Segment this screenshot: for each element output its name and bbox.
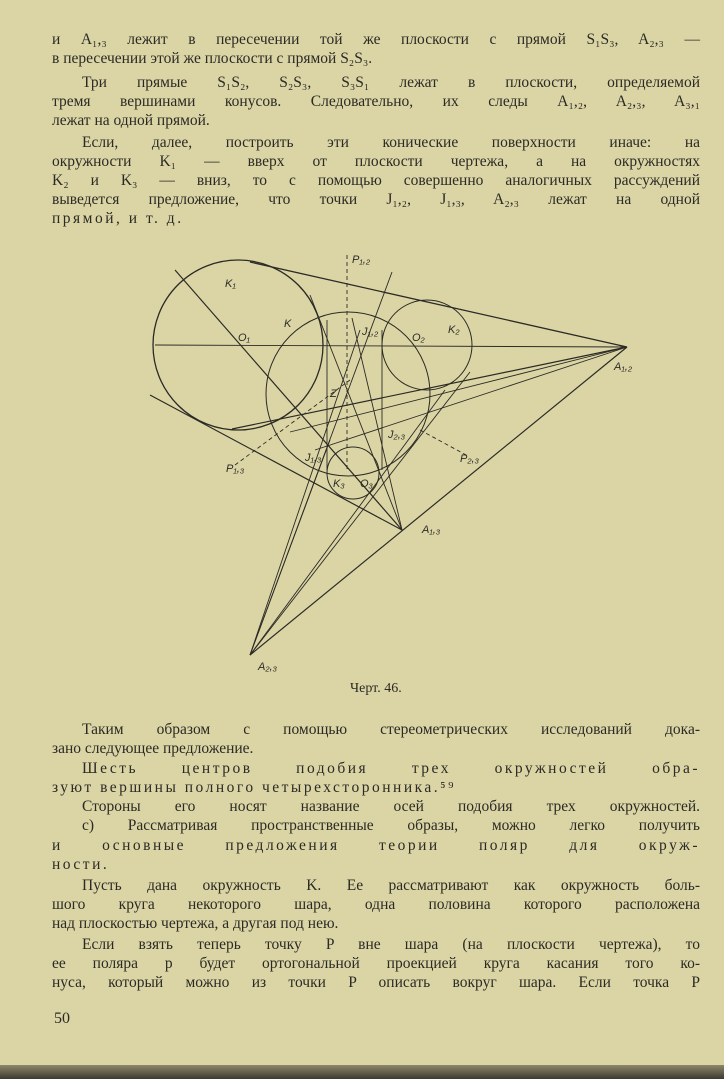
page-number: 50 bbox=[54, 1010, 70, 1027]
text-line: окружности K₁ — вверх от плоскости чертежа, а на окружностях bbox=[52, 153, 700, 170]
label-a23: A₂,₃ bbox=[258, 661, 277, 673]
text-line: Шесть центров подобия трех окружностей обра- bbox=[82, 760, 700, 777]
label-p12: P₁,₂ bbox=[352, 254, 371, 266]
figure-labels bbox=[225, 254, 633, 673]
text-line: в пересечении этой же плоскости с прямой S₂S₃. bbox=[52, 50, 373, 67]
label-k2: K₂ bbox=[448, 324, 460, 336]
text-line: K₂ и K₃ — вниз, то с помощью совершенно аналогичных рассуждений bbox=[52, 172, 700, 189]
text-line: тремя вершинами конусов. Следовательно, их следы A₁,₂, A₂,₃, A₃,₁ bbox=[52, 93, 700, 110]
text-line: и A₁,₃ лежит в пересечении той же плоскости с прямой S₁S₃, A₂,₃ — bbox=[52, 31, 700, 48]
text-line: прямой, и т. д. bbox=[52, 210, 184, 227]
text-line: Таким образом с помощью стереометрических исследований дока- bbox=[82, 721, 700, 738]
figure-caption: Черт. 46. bbox=[350, 681, 402, 696]
label-a12: A₁,₂ bbox=[614, 361, 633, 373]
label-k3: K₃ bbox=[333, 478, 345, 490]
text-line: c) Рассматривая пространственные образы, можно легко получить bbox=[82, 817, 700, 834]
circle-k2 bbox=[382, 300, 472, 390]
text-line: ности. bbox=[52, 856, 110, 873]
label-p23: P₂,₃ bbox=[460, 453, 479, 465]
label-j23: J₂,₃ bbox=[388, 429, 406, 441]
text-line: выведется предложение, что точки J₁,₂, J₁,₃, A₂,₃ лежат на одной bbox=[52, 191, 700, 208]
text-line: зано следующее предложение. bbox=[52, 740, 254, 757]
text-line: шого круга некоторого шара, одна половина которого расположена bbox=[52, 896, 700, 913]
text-line: ее поляра p будет ортогональной проекцией круга касания того ко- bbox=[52, 955, 700, 972]
text-line: Если взять теперь точку P вне шара (на плоскости чертежа), то bbox=[82, 936, 700, 953]
text-line: и основные предложения теории поляр для окруж- bbox=[52, 837, 700, 854]
text-line: Три прямые S₁S₂, S₂S₃, S₃S₁ лежат в плоскости, определяемой bbox=[82, 74, 700, 91]
label-k1: K₁ bbox=[225, 278, 236, 290]
label-o2: O₂ bbox=[412, 332, 425, 344]
label-o3: O₃ bbox=[360, 478, 373, 490]
label-j12: J₁,₂ bbox=[362, 326, 379, 338]
label-a13: A₁,₃ bbox=[422, 524, 441, 536]
circle-k bbox=[266, 312, 430, 476]
text-line: над плоскостью чертежа, а другая под нею. bbox=[52, 915, 339, 932]
label-p13: P₁,₃ bbox=[226, 463, 245, 475]
label-k: K bbox=[284, 318, 292, 330]
text-line: зуют вершины полного четырехсторонника.⁵⁹ bbox=[52, 779, 456, 796]
label-z: Z bbox=[330, 388, 337, 400]
text-line: Пусть дана окружность K. Ее рассматривают как окружность боль- bbox=[82, 877, 700, 894]
label-j13: J₁,₃ bbox=[305, 452, 322, 464]
text-line: Стороны его носят название осей подобия трех окружностей. bbox=[82, 798, 700, 815]
page-edge bbox=[0, 1065, 724, 1079]
label-o1: O₁ bbox=[238, 332, 251, 344]
text-line: лежат на одной прямой. bbox=[52, 112, 210, 129]
text-line: нуса, который можно из точки P описать вокруг шара. Если точка P bbox=[52, 974, 700, 991]
text-line: Если, далее, построить эти конические поверхности иначе: на bbox=[82, 134, 700, 151]
